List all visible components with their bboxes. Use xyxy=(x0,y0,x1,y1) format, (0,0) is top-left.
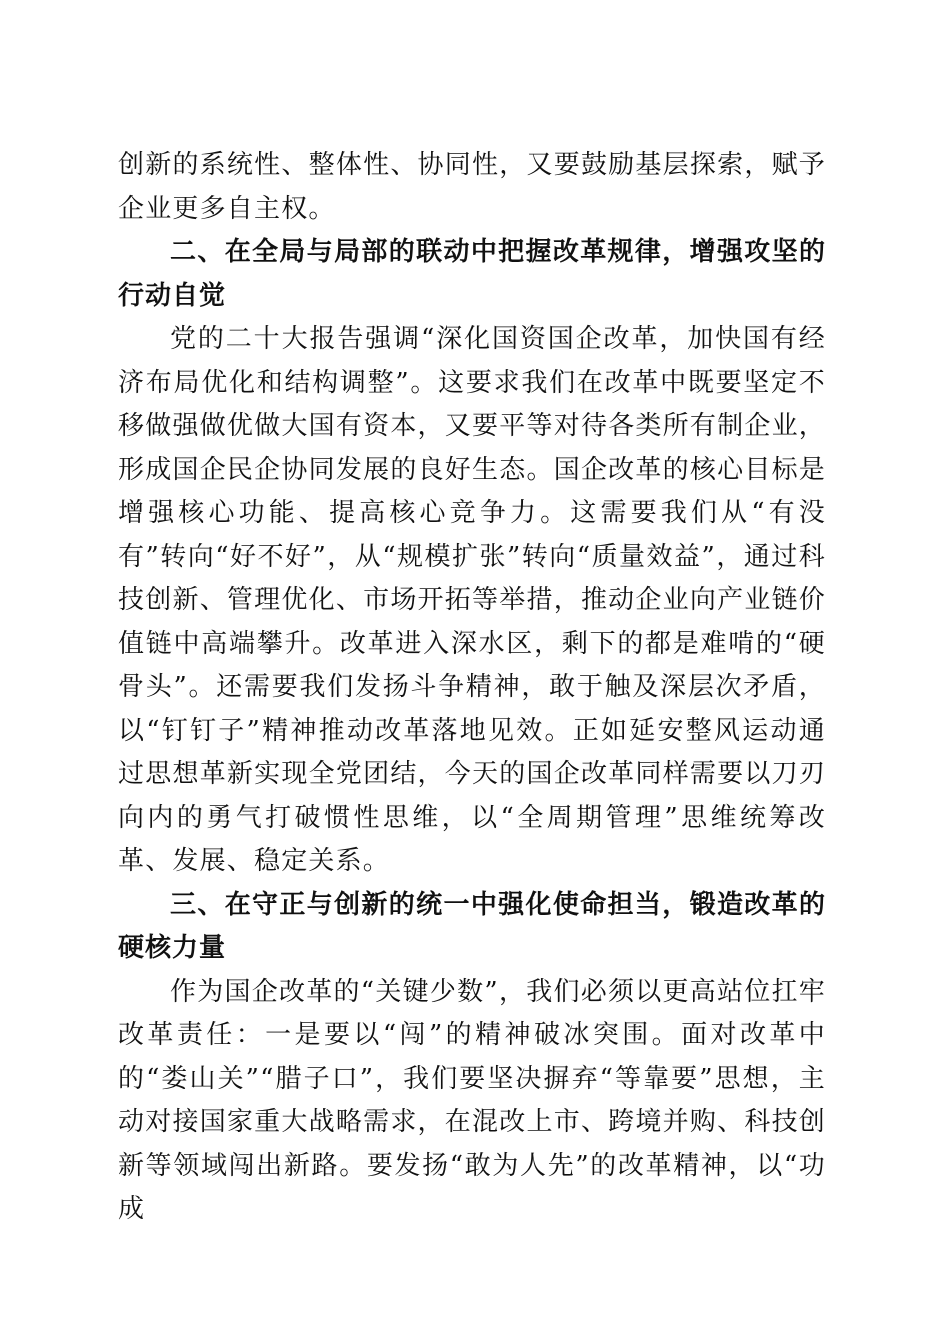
section-heading-2: 二、在全局与局部的联动中把握改革规律，增强攻坚的行动自觉 xyxy=(118,237,826,311)
paragraph-1: 创新的系统性、整体性、协同性，又要鼓励基层探索，赋予企业更多自主权。 xyxy=(118,150,826,224)
paragraph-2: 党的二十大报告强调“深化国资国企改革，加快国有经济布局优化和结构调整”。这要求我们在改革中既要坚定不移做强做优做大国有资本，又要平等对待各类所有制企业，形成国企民企协同发展的良好生态。国企改革的核心目标是增强核心功能、提高核心竞争力。这需要我们从“有没有”转向“好不好”，从“规模扩张”转向“质量效益”，通过科技创新、管理优化、市场开拓等举措，推动企业向产业链价值链中高端攀升。改革进入深水区，剩下的都是难啃的“硬骨头”。还需要我们发扬斗争精神，敢于触及深层次矛盾，以“钉钉子”精神推动改革落地见效。正如延安整风运动通过思想革新实现全党团结，今天的国企改革同样需要以刀刃向内的勇气打破惯性思维，以“全周期管理”思维统筹改革、发展、稳定关系。 xyxy=(118,324,826,876)
paragraph-3: 作为国企改革的“关键少数”，我们必须以更高站位扛牢改革责任：一是要以“闯”的精神破冰突围。面对改革中的“娄山关”“腊子口”，我们要坚决摒弃“等靠要”思想，主动对接国家重大战略需求，在混改上市、跨境并购、科技创新等领域闯出新路。要发扬“敢为人先”的改革精神，以“功成 xyxy=(118,976,826,1224)
document-body xyxy=(118,144,826,1232)
section-heading-3: 三、在守正与创新的统一中强化使命担当，锻造改革的硬核力量 xyxy=(118,889,826,963)
